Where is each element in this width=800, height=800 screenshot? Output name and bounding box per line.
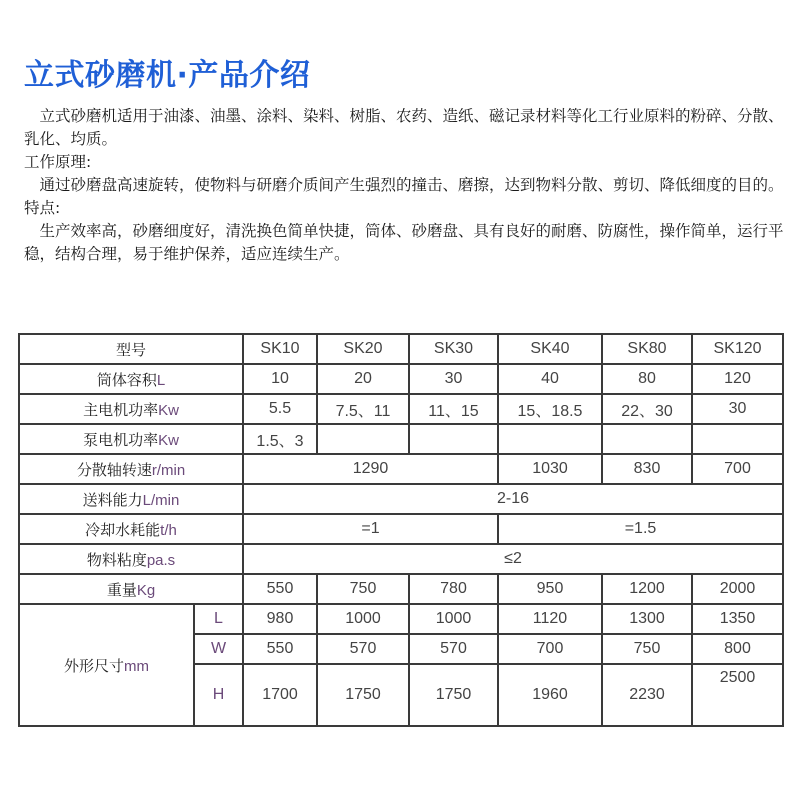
table-row-pump-motor (19, 424, 783, 454)
table-row-weight (19, 574, 783, 604)
dim-l-cell: 980 (243, 604, 317, 634)
model-cell: SK40 (498, 334, 602, 364)
main-motor-cell: 11、15 (409, 394, 498, 424)
main-motor-cell: 5.5 (243, 394, 317, 424)
dim-l-cell: 1120 (498, 604, 602, 634)
dim-w-cell: 700 (498, 634, 602, 664)
cooling-label (19, 514, 243, 544)
weight-cell: 780 (409, 574, 498, 604)
volume-cell: 10 (243, 364, 317, 394)
cooling-left-cell: =1 (243, 514, 498, 544)
features-text: 生产效率高，砂磨细度好，清洗换色简单快捷，筒体、砂磨盘、具有良好的耐磨、防腐性，操作简单，运行平稳，结构合理，易于维护保养，适应连续生产。 (24, 222, 784, 263)
volume-unit: L (156, 371, 166, 389)
table-row-volume (19, 364, 783, 394)
model-cell: SK120 (692, 334, 783, 364)
dim-w-cell: 570 (317, 634, 409, 664)
main-motor-cell: 22、30 (602, 394, 692, 424)
dimensions-unit: mm (124, 657, 149, 675)
volume-cell: 80 (602, 364, 692, 394)
volume-label (19, 364, 243, 394)
dim-w-cell: 750 (602, 634, 692, 664)
pump-motor-label-text: 泵电机功率 (83, 430, 159, 449)
feed-label (19, 484, 243, 514)
weight-unit: Kg (136, 581, 156, 599)
intro-section (24, 105, 784, 266)
pump-motor-cell (317, 424, 409, 454)
pump-motor-cell: 1.5、3 (243, 424, 317, 454)
model-cell: SK10 (243, 334, 317, 364)
model-label: 型号 (19, 334, 243, 364)
dim-h-cell: 2500 (692, 664, 783, 726)
viscosity-label (19, 544, 243, 574)
dim-h-cell: 1960 (498, 664, 602, 726)
pump-motor-cell (602, 424, 692, 454)
main-motor-cell: 30 (692, 394, 783, 424)
pump-motor-cell (498, 424, 602, 454)
volume-cell: 120 (692, 364, 783, 394)
main-motor-label (19, 394, 243, 424)
weight-cell: 550 (243, 574, 317, 604)
dim-w-label: W (194, 634, 243, 664)
model-cell: SK80 (602, 334, 692, 364)
shaft-speed-unit: r/min (151, 461, 186, 479)
feed-label-text: 送料能力 (82, 490, 143, 509)
table-row-viscosity (19, 544, 783, 574)
cooling-label-text: 冷却水耗能 (85, 520, 161, 539)
model-cell: SK20 (317, 334, 409, 364)
pump-motor-label (19, 424, 243, 454)
dimensions-label-text: 外形尺寸 (63, 656, 124, 675)
table-row-feed (19, 484, 783, 514)
features-heading: 特点: (24, 199, 61, 217)
weight-label-text: 重量 (106, 580, 137, 599)
volume-label-text: 筒体容积 (96, 370, 157, 389)
volume-cell: 40 (498, 364, 602, 394)
main-motor-cell: 15、18.5 (498, 394, 602, 424)
weight-label (19, 574, 243, 604)
viscosity-merged-cell: ≤2 (243, 544, 783, 574)
table-row-shaft-speed (19, 454, 783, 484)
principle-text: 通过砂磨盘高速旋转，使物料与研磨介质间产生强烈的撞击、磨擦，达到物料分散、剪切、降低细度的目的。 (39, 176, 784, 194)
viscosity-label-text: 物料粘度 (86, 550, 147, 569)
intro-text: 立式砂磨机适用于油漆、油墨、涂料、染料、树脂、农药、造纸、磁记录材料等化工行业原料的粉碎、分散、乳化、均质。 (24, 107, 784, 148)
pump-motor-cell (692, 424, 783, 454)
dim-l-cell: 1000 (317, 604, 409, 634)
volume-cell: 20 (317, 364, 409, 394)
weight-cell: 750 (317, 574, 409, 604)
table-row-dim-l (19, 604, 783, 634)
table-row-model (19, 334, 783, 364)
cooling-unit: t/h (160, 521, 177, 539)
dim-l-cell: 1350 (692, 604, 783, 634)
main-motor-unit: Kw (158, 401, 179, 419)
model-cell: SK30 (409, 334, 498, 364)
viscosity-unit: pa.s (146, 551, 176, 569)
table-row-main-motor (19, 394, 783, 424)
shaft-speed-cell: 1030 (498, 454, 602, 484)
volume-cell: 30 (409, 364, 498, 394)
weight-cell: 950 (498, 574, 602, 604)
spec-table (18, 333, 784, 727)
weight-cell: 1200 (602, 574, 692, 604)
dim-w-cell: 550 (243, 634, 317, 664)
dim-h-cell: 1750 (409, 664, 498, 726)
pump-motor-unit: Kw (158, 431, 179, 449)
shaft-speed-cell: 700 (692, 454, 783, 484)
dim-h-cell: 2230 (602, 664, 692, 726)
dim-h-label: H (194, 664, 243, 726)
cooling-right-cell: =1.5 (498, 514, 783, 544)
pump-motor-cell (409, 424, 498, 454)
weight-cell: 2000 (692, 574, 783, 604)
dim-h-cell: 1700 (243, 664, 317, 726)
main-motor-label-text: 主电机功率 (83, 400, 159, 419)
shaft-speed-label-text: 分散轴转速 (76, 460, 152, 479)
main-motor-cell: 7.5、11 (317, 394, 409, 424)
dim-w-cell: 800 (692, 634, 783, 664)
dim-l-label: L (194, 604, 243, 634)
dimensions-label (19, 604, 194, 726)
dim-l-cell: 1300 (602, 604, 692, 634)
shaft-speed-cell: 830 (602, 454, 692, 484)
feed-unit: L/min (142, 491, 180, 509)
dim-l-cell: 1000 (409, 604, 498, 634)
page-title: 立式砂磨机·产品介绍 (24, 58, 311, 93)
dim-h-cell: 1750 (317, 664, 409, 726)
dim-w-cell: 570 (409, 634, 498, 664)
shaft-speed-label (19, 454, 243, 484)
feed-merged-cell: 2-16 (243, 484, 783, 514)
principle-heading: 工作原理: (24, 153, 92, 171)
table-row-cooling (19, 514, 783, 544)
shaft-speed-merged-cell: 1290 (243, 454, 498, 484)
